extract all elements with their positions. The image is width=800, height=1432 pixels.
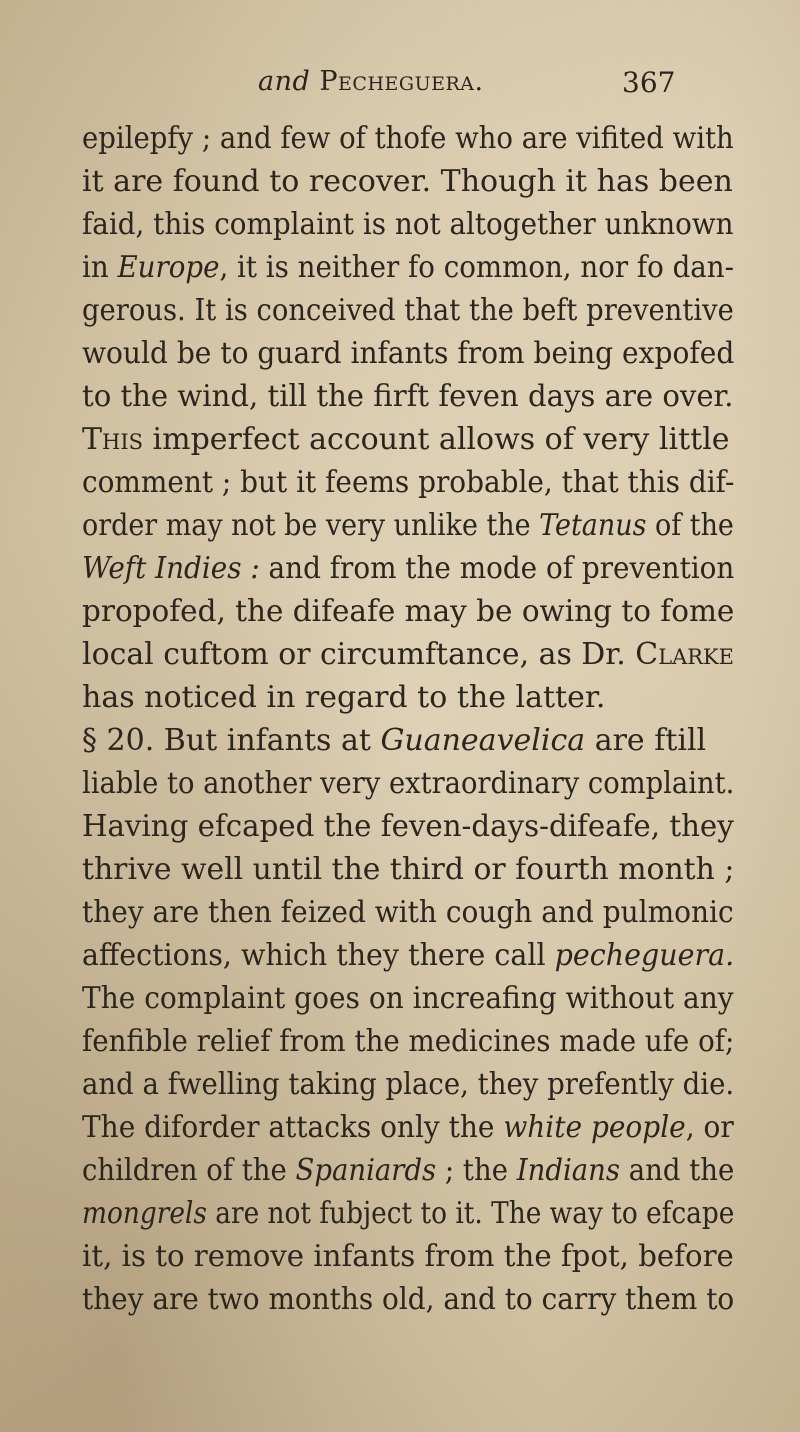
text-segment: of the [646, 508, 734, 543]
text-segment: Spaniards [295, 1153, 437, 1188]
text-segment: The diforder attacks only the [82, 1110, 504, 1145]
text-line [82, 550, 734, 588]
text-segment: ; the [436, 1153, 517, 1188]
text-segment: , or [685, 1110, 734, 1145]
text-line [82, 808, 734, 846]
text-line [82, 1152, 734, 1190]
text-segment: would be to guard infants from being expofed [82, 336, 735, 371]
text-segment: they are then feized with cough and pulmonic [82, 895, 734, 930]
page-number: 367 [622, 66, 676, 99]
text-segment: it, is to remove infants from the fpot, before [82, 1239, 734, 1274]
text-segment: to the wind, till the firft feven days are over. [82, 379, 734, 414]
text-line [82, 679, 605, 717]
text-segment: and from the mode of prevention [259, 551, 735, 586]
text-line [82, 851, 734, 889]
text-segment: liable to another very extraordinary complaint. [82, 766, 735, 801]
text-line [82, 593, 734, 631]
text-line [82, 1066, 734, 1104]
text-segment: Europe [117, 250, 220, 285]
text-line [82, 1023, 734, 1061]
text-segment: Clarke [635, 637, 734, 672]
text-line [82, 249, 734, 287]
text-line [82, 636, 734, 674]
text-line [82, 378, 734, 416]
text-line [82, 1109, 734, 1147]
text-segment: Tetanus [539, 508, 647, 543]
text-line [82, 1238, 734, 1276]
text-segment: This [82, 422, 144, 457]
text-segment: and a fwelling taking place, they prefently die. [82, 1067, 735, 1102]
text-line [82, 980, 734, 1018]
text-segment: imperfect account allows of very little [143, 422, 730, 457]
text-segment: order may not be very unlike the [82, 508, 540, 543]
text-segment: in [82, 250, 118, 285]
text-line [82, 335, 734, 373]
text-segment: thrive well until the third or fourth month ; [82, 852, 735, 887]
text-segment: § 20. But infants at [82, 723, 381, 758]
text-line [82, 1281, 734, 1319]
text-segment: fenfible relief from the medicines made ufe of; [82, 1024, 735, 1059]
text-segment: it are found to recover. Though it has been [82, 164, 733, 199]
text-line [82, 464, 734, 502]
text-segment: are not fubject to it. The way to efcape [206, 1196, 735, 1231]
text-segment: and the [619, 1153, 735, 1188]
running-title-italic: and [258, 66, 311, 97]
text-segment: epilepfy ; and few of thofe who are vifited with [82, 121, 734, 156]
text-line [82, 421, 730, 459]
text-line [82, 120, 734, 158]
text-segment: white people [503, 1110, 686, 1145]
text-segment: The complaint goes on increafing without any [82, 981, 734, 1016]
text-line [82, 292, 734, 330]
text-segment: , it is neither fo common, nor fo dan- [219, 250, 734, 285]
text-segment: faid, this complaint is not altogether unknown [82, 207, 734, 242]
text-line [82, 894, 734, 932]
running-title-main: Pecheguera. [319, 66, 484, 97]
text-line [82, 765, 734, 803]
text-segment: mongrels [82, 1196, 207, 1231]
text-segment: comment ; but it feems probable, that this dif- [82, 465, 735, 500]
text-segment: children of the [82, 1153, 296, 1188]
text-line [82, 507, 734, 545]
text-segment: Weft Indies : [82, 551, 260, 586]
text-segment: Guaneavelica [380, 723, 586, 758]
text-segment: are ftill [585, 723, 707, 758]
text-line [82, 163, 733, 201]
text-line [82, 1195, 734, 1233]
text-line [82, 722, 706, 760]
text-line [82, 206, 734, 244]
text-segment: Indians [516, 1153, 620, 1188]
text-segment: pecheguera. [554, 938, 735, 973]
text-segment: affections, which they there call [82, 938, 555, 973]
text-line [82, 937, 734, 975]
text-segment: gerous. It is conceived that the beft preventive [82, 293, 734, 328]
text-segment: has noticed in regard to the latter. [82, 680, 606, 715]
text-segment: local cuftom or circumftance, as Dr. [82, 637, 636, 672]
text-segment: Having efcaped the feven-days-difeafe, they [82, 809, 734, 844]
text-segment: propofed, the difeafe may be owing to fome [82, 594, 735, 629]
text-segment: they are two months old, and to carry them to [82, 1282, 735, 1317]
